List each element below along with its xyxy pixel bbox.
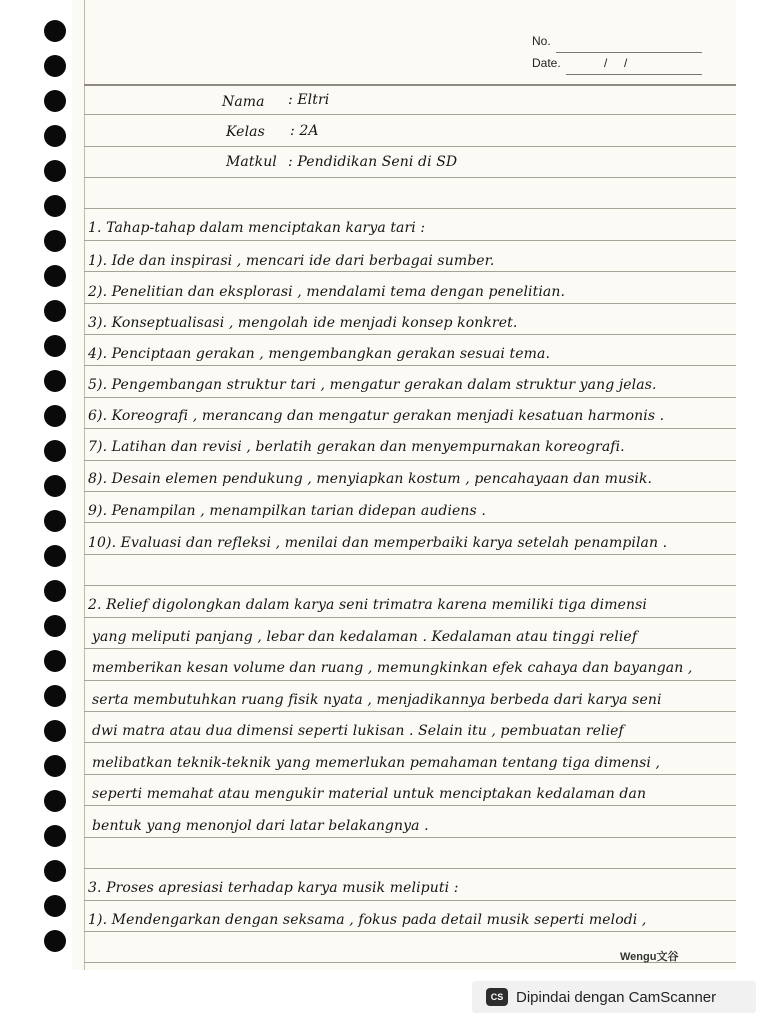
q1-item: 1). Ide dan inspirasi , mencari ide dari berbagai sumber.	[88, 253, 495, 269]
ruled-line	[84, 554, 736, 555]
date-label: Date.	[532, 56, 561, 70]
ruled-line	[84, 208, 736, 209]
ruled-line	[84, 460, 736, 461]
q3-item: 1). Mendengarkan dengan seksama , fokus pada detail musik seperti melodi ,	[88, 912, 647, 928]
ruled-line	[84, 84, 736, 86]
binder-hole	[44, 720, 66, 742]
ruled-line	[84, 805, 736, 806]
binder-hole	[44, 20, 66, 42]
notebook-brand: Wengu文谷	[620, 951, 679, 963]
ruled-line	[84, 522, 736, 523]
q1-item: 7). Latihan dan revisi , berlatih gerakan dan menyempurnakan koreografi.	[88, 439, 625, 455]
ruled-line	[84, 146, 736, 147]
ruled-line	[84, 334, 736, 335]
ruled-line	[84, 177, 736, 178]
q2-line: melibatkan teknik-teknik yang memerlukan pemahaman tentang tiga dimensi ,	[92, 755, 661, 771]
ruled-line	[84, 742, 736, 743]
camscanner-icon: CS	[486, 988, 508, 1006]
binder-hole	[44, 790, 66, 812]
q2-line: 2. Relief digolongkan dalam karya seni trimatra karena memiliki tiga dimensi	[88, 597, 647, 613]
matkul-value: : Pendidikan Seni di SD	[288, 154, 458, 170]
q2-line: bentuk yang menonjol dari latar belakangnya .	[92, 818, 429, 834]
ruled-line	[84, 585, 736, 586]
binder-hole	[44, 230, 66, 252]
ruled-line	[84, 240, 736, 241]
binder-hole	[44, 685, 66, 707]
binder-hole	[44, 545, 66, 567]
binder-hole	[44, 160, 66, 182]
ruled-line	[84, 114, 736, 115]
q1-item: 2). Penelitian dan eksplorasi , mendalami tema dengan penelitian.	[88, 284, 566, 300]
kelas-value: : 2A	[290, 123, 319, 139]
camscanner-watermark	[472, 981, 756, 1013]
q1-item: 5). Pengembangan struktur tari , mengatur gerakan dalam struktur yang jelas.	[88, 377, 657, 393]
q1-item: 9). Penampilan , menampilkan tarian didepan audiens .	[88, 503, 486, 519]
binder-hole	[44, 90, 66, 112]
ruled-line	[84, 931, 736, 932]
binder-hole	[44, 265, 66, 287]
ruled-line	[84, 837, 736, 838]
binder-hole	[44, 440, 66, 462]
nama-label: Nama	[222, 94, 265, 110]
ruled-line	[84, 271, 736, 272]
binder-hole	[44, 195, 66, 217]
binder-hole	[44, 370, 66, 392]
q2-line: dwi matra atau dua dimensi seperti lukisan . Selain itu , pembuatan relief	[92, 723, 624, 739]
binder-hole	[44, 895, 66, 917]
ruled-line	[84, 365, 736, 366]
binder-hole	[44, 335, 66, 357]
binder-hole	[44, 405, 66, 427]
date-line	[566, 74, 702, 75]
q1-title: 1. Tahap-tahap dalam menciptakan karya tari :	[88, 220, 426, 236]
q1-item: 3). Konseptualisasi , mengolah ide menjadi konsep konkret.	[88, 315, 518, 331]
binder-hole	[44, 650, 66, 672]
ruled-line	[84, 711, 736, 712]
ruled-line	[84, 868, 736, 869]
binder-hole	[44, 300, 66, 322]
binder-hole	[44, 510, 66, 532]
binder-hole	[44, 55, 66, 77]
ruled-line	[84, 680, 736, 681]
ruled-line	[84, 491, 736, 492]
binder-hole	[44, 825, 66, 847]
binder-hole	[44, 475, 66, 497]
ruled-line	[84, 303, 736, 304]
binder-hole	[44, 615, 66, 637]
binder-hole	[44, 860, 66, 882]
q1-item: 10). Evaluasi dan refleksi , menilai dan memperbaiki karya setelah penampilan .	[88, 535, 668, 551]
q2-line: seperti memahat atau mengukir material untuk menciptakan kedalaman dan	[92, 786, 647, 802]
ruled-line	[84, 397, 736, 398]
q1-item: 6). Koreografi , merancang dan mengatur gerakan menjadi kesatuan harmonis .	[88, 408, 665, 424]
kelas-label: Kelas	[226, 124, 265, 140]
no-label: No.	[532, 34, 551, 48]
ruled-line	[84, 617, 736, 618]
date-separator: / /	[604, 56, 628, 70]
binder-hole	[44, 755, 66, 777]
binder-hole	[44, 930, 66, 952]
binder-hole	[44, 580, 66, 602]
no-line	[556, 52, 702, 53]
q2-line: memberikan kesan volume dan ruang , memungkinkan efek cahaya dan bayangan ,	[92, 660, 693, 676]
matkul-label: Matkul	[226, 154, 277, 170]
q3-title: 3. Proses apresiasi terhadap karya musik meliputi :	[88, 880, 459, 896]
q2-line: serta membutuhkan ruang fisik nyata , menjadikannya berbeda dari karya seni	[92, 692, 662, 708]
ruled-line	[84, 428, 736, 429]
binder-hole	[44, 125, 66, 147]
q1-item: 4). Penciptaan gerakan , mengembangkan gerakan sesuai tema.	[88, 346, 551, 362]
q2-line: yang meliputi panjang , lebar dan kedalaman . Kedalaman atau tinggi relief	[92, 629, 638, 645]
q1-item: 8). Desain elemen pendukung , menyiapkan kostum , pencahayaan dan musik.	[88, 471, 653, 487]
camscanner-text: Dipindai dengan CamScanner	[516, 988, 717, 1006]
ruled-line	[84, 648, 736, 649]
nama-value: : Eltri	[288, 92, 330, 108]
ruled-line	[84, 774, 736, 775]
ruled-line	[84, 900, 736, 901]
